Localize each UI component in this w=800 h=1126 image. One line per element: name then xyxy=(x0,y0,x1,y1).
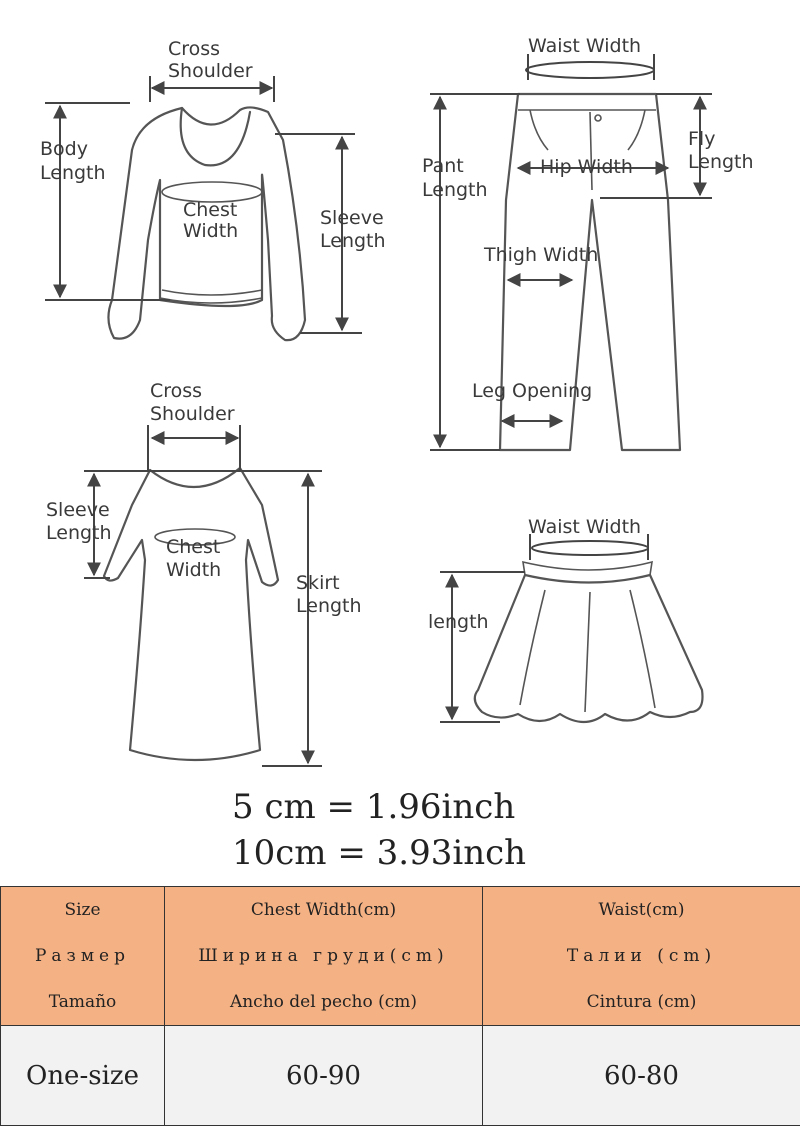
pants-pant-length-label-1: Pant xyxy=(422,155,464,177)
header-waist-ru: Талии (cm) xyxy=(483,933,800,979)
pants-fly-length-label-1: Fly xyxy=(688,128,715,150)
pants-hip-width-label: Hip Width xyxy=(540,156,633,178)
cell-size: One-size xyxy=(1,1026,165,1126)
header-waist-en: Waist(cm) xyxy=(483,887,800,933)
table-row xyxy=(1,1026,800,1126)
dress-skirt-length-label-2: Length xyxy=(296,595,362,617)
dress-cross-shoulder-label-2: Shoulder xyxy=(150,403,235,425)
skirt-waist-width-label: Waist Width xyxy=(528,516,641,538)
header-size-es: Tamaño xyxy=(1,979,164,1025)
dress-sleeve-length-label-2: Length xyxy=(46,522,112,544)
dress-illustration xyxy=(104,468,278,760)
top-chest-width-label-2: Width xyxy=(183,220,238,242)
size-table xyxy=(0,886,800,1126)
top-chest-width-label-1: Chest xyxy=(183,199,237,221)
header-size-ru: Размер xyxy=(1,933,164,979)
pants-fly-length-label-2: Length xyxy=(688,151,754,173)
dress-chest-width-label-1: Chest xyxy=(166,536,220,558)
header-size-en: Size xyxy=(1,887,164,933)
dress-chest-width-label-2: Width xyxy=(166,559,221,581)
top-sleeve-length-label-2: Length xyxy=(320,230,386,252)
top-sleeve-length-label-1: Sleeve xyxy=(320,207,384,229)
pants-thigh-width-label: Thigh Width xyxy=(483,244,598,266)
top-body-length-label-2: Length xyxy=(40,162,106,184)
pants-waist-width-label: Waist Width xyxy=(528,35,641,57)
size-table-header-row xyxy=(1,887,800,1026)
header-chest xyxy=(165,887,483,1026)
pants-leg-opening-label: Leg Opening xyxy=(472,380,592,402)
cell-waist: 60-80 xyxy=(483,1026,800,1126)
header-waist xyxy=(483,887,800,1026)
top-body-length-label-1: Body xyxy=(40,138,88,160)
dress-skirt-length-label-1: Skirt xyxy=(296,572,340,594)
unit-conversion xyxy=(232,784,652,876)
cell-chest: 60-90 xyxy=(165,1026,483,1126)
skirt-illustration xyxy=(475,562,703,722)
skirt-length-label: length xyxy=(428,611,489,633)
header-size xyxy=(1,887,165,1026)
dress-cross-shoulder-label-1: Cross xyxy=(150,380,202,402)
top-cross-shoulder-label-2: Shoulder xyxy=(168,60,253,82)
dress-dimension-lines xyxy=(84,425,322,766)
dress-sleeve-length-label-1: Sleeve xyxy=(46,499,110,521)
top-cross-shoulder-label-1: Cross xyxy=(168,38,220,60)
header-chest-en: Chest Width(cm) xyxy=(165,887,482,933)
conversion-line-2: 10cm = 3.93inch xyxy=(232,830,652,876)
header-waist-es: Cintura (cm) xyxy=(483,979,800,1025)
conversion-line-1: 5 cm = 1.96inch xyxy=(232,784,652,830)
header-chest-ru: Ширина груди(cm) xyxy=(165,933,482,979)
pants-pant-length-label-2: Length xyxy=(422,179,488,201)
header-chest-es: Ancho del pecho (cm) xyxy=(165,979,482,1025)
